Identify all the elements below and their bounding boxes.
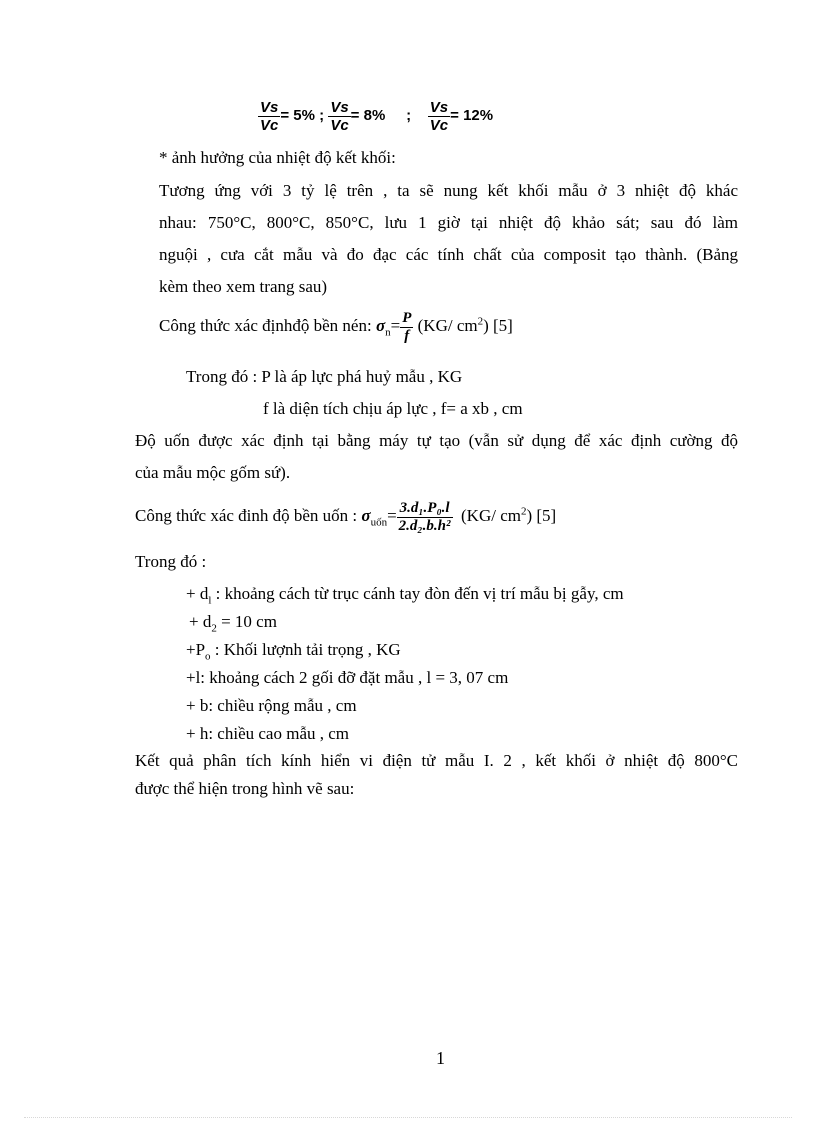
compression-fraction: $\frac{P}{f}$	[402, 309, 412, 344]
sigma-symbol: σ	[375, 316, 386, 335]
ratio-separator-2: ;	[406, 107, 412, 124]
where-line-1: Trong đó : P là áp lực phá huỷ mẫu , KG	[186, 367, 463, 386]
equals-sign: =	[387, 506, 397, 525]
ratio-value-1: = 5%	[280, 107, 315, 124]
temperature-heading: * ảnh hưởng của nhiệt độ kết khối:	[159, 148, 396, 167]
param-b: + b: chiều rộng mẫu , cm	[186, 696, 357, 715]
sem-paragraph-line-1: Kết quả phân tích kính hiển vi điện tử mẫu I. 2 , kết khối ở nhiệt độ 800°C	[135, 751, 738, 770]
bending-fraction: $\frac{\text{3.d₁.P₀.l}}{\text{2.d₂.b.h²}}$	[398, 499, 451, 534]
page-bottom-divider	[24, 1117, 792, 1118]
compression-unit: (KG/ cm	[413, 316, 478, 335]
param-h: + h: chiều cao mẫu , cm	[186, 724, 350, 743]
sigma-subscript: uốn	[370, 516, 388, 529]
param-d2: + $d_2 = 10$ cm	[189, 612, 277, 635]
param-p0: $+P_o$ : Khối lượnh tải trọng , KG	[186, 640, 401, 663]
where-title: Trong đó :	[135, 552, 207, 571]
bending-paragraph-line-2: của mẫu mộc gốm sứ).	[135, 463, 291, 482]
param-d1: + $d_l$ : khoảng cách từ trục cánh tay đòn đến vị trí mẫu bị gẫy, cm	[186, 584, 624, 607]
bending-formula-label: Công thức xác đinh độ bền uốn :	[135, 506, 358, 525]
ratio-fraction-3: $\frac{Vs}{Vc}$	[429, 98, 449, 134]
bending-paragraph-line-1: Độ uốn được xác định tại bằng máy tự tạo (vẫn sử dụng để xác định cường độ	[135, 431, 738, 450]
bending-unit: (KG/ cm	[456, 506, 521, 525]
param-l: +l: khoảng cách 2 gối đỡ đặt mẫu , l = 3, 07 cm	[186, 668, 509, 687]
sem-paragraph-line-2: được thể hiện trong hình vẽ sau:	[135, 779, 355, 798]
temperature-paragraph-line-3: nguội , cưa cắt mẫu và đo đạc các tính chất của composit tạo thành. (Bảng	[159, 245, 738, 264]
ratio-fraction-2: $\frac{Vs}{Vc}$	[330, 98, 349, 134]
ratio-fraction-1: $\frac{Vs}{Vc}$	[260, 98, 279, 134]
temperature-paragraph-line-4: kèm theo xem trang sau)	[159, 277, 328, 296]
ratio-separator-1: ;	[319, 107, 325, 124]
temperature-paragraph-line-2: nhau: 750°C, 800°C, 850°C, lưu 1 giờ tại nhiệt độ khảo sát; sau đó làm	[159, 213, 738, 232]
where-line-2: f là diện tích chịu áp lực , f= a xb , cm	[263, 399, 523, 418]
equals-sign: =	[390, 316, 401, 335]
sigma-symbol: σ	[361, 506, 371, 525]
compression-formula-label: Công thức xác địnhđộ bền nén:	[159, 316, 372, 335]
temperature-paragraph-line-1: Tương ứng với 3 tỷ lệ trên , ta sẽ nung kết khối mẫu ở 3 nhiệt độ khác	[159, 181, 738, 200]
sigma-subscript: n	[385, 326, 391, 339]
compression-formula: Công thức xác địnhđộ bền nén: $\sigma_n=$ $\frac{P}{f}$ (KG/ $cm^2$) [5]	[159, 309, 513, 344]
page-number: 1	[436, 1048, 445, 1068]
ratio-value-3: = 12%	[450, 107, 494, 124]
ratio-formulas	[258, 96, 493, 136]
bending-formula: Công thức xác đinh độ bền uốn : $\sigma_{uốn}=$ $\frac{\text{3.d₁.P₀.l}}{\text{2.d₂.b.h²}}$ (KG/ $cm^2$) [5]	[135, 499, 557, 534]
ratio-value-2: = 8%	[350, 107, 386, 124]
